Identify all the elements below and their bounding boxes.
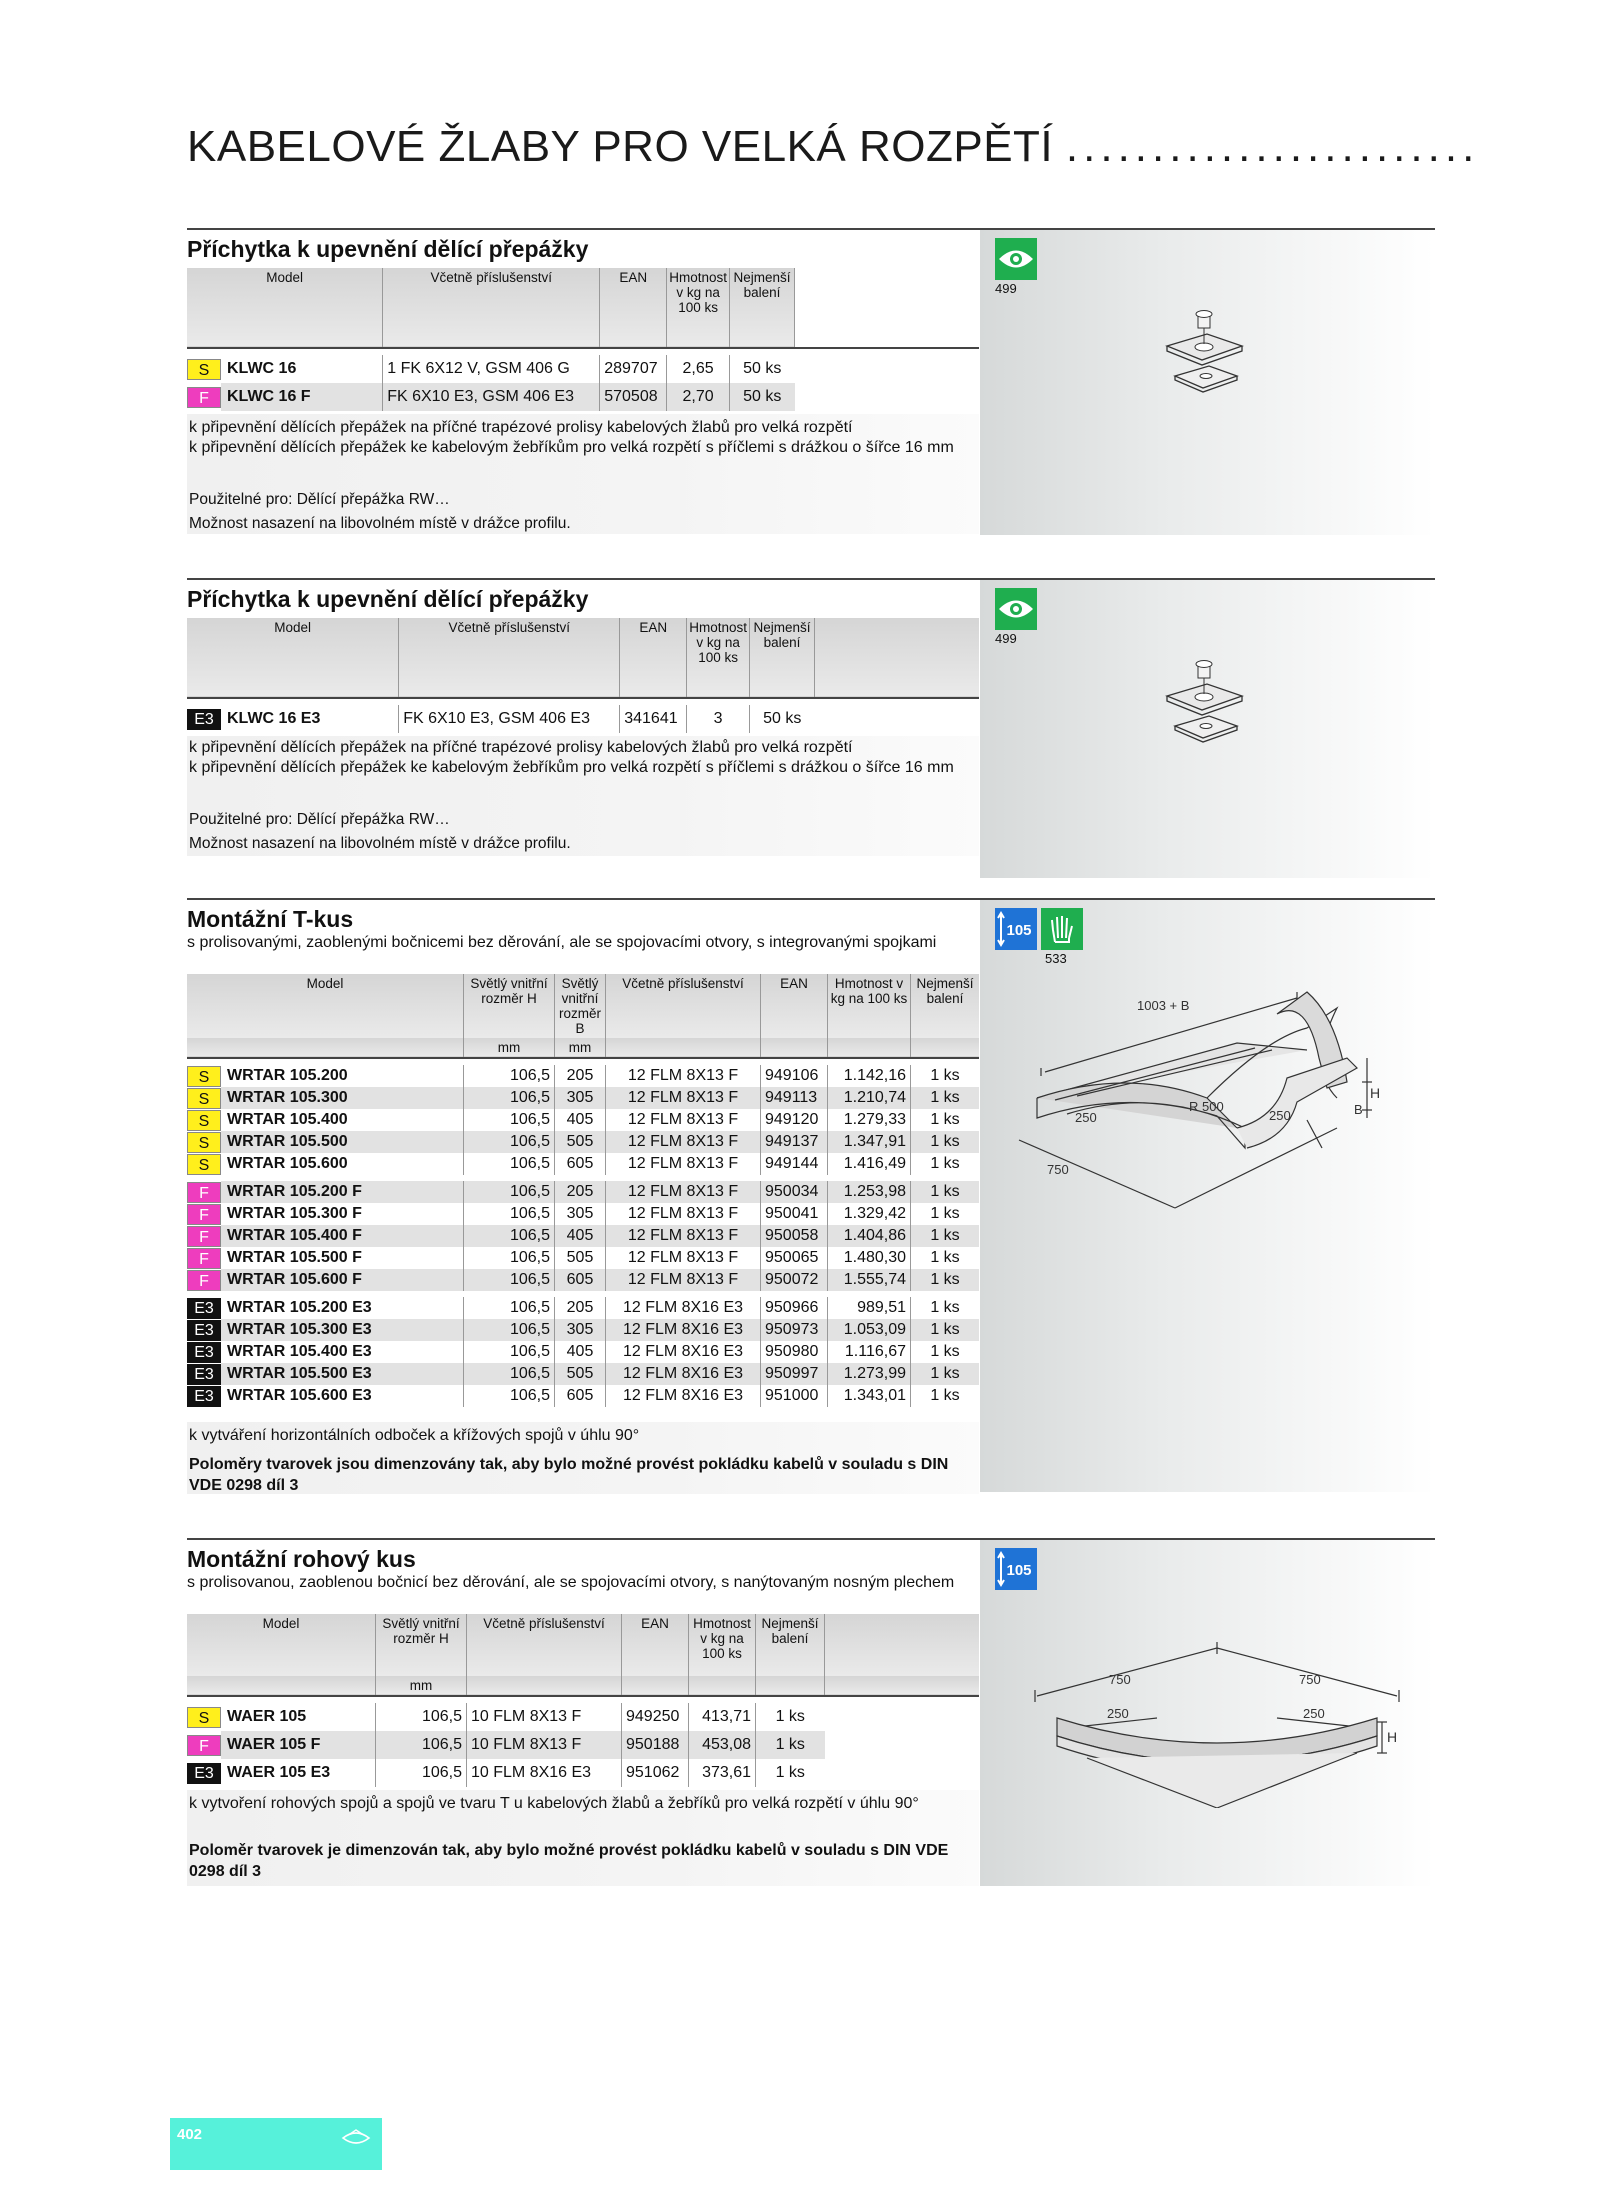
- product-table: [187, 268, 979, 411]
- description: k vytvoření rohových spojů a spojů ve tvaru T u kabelových žlabů a žebříků pro velká rozpětí v úhlu 90°: [189, 1795, 919, 1812]
- usage-note: Použitelné pro: Dělící přepážka RW…: [189, 491, 450, 508]
- svg-text:H: H: [1370, 1085, 1381, 1101]
- table-row: E3 WRTAR 105.600 E3 106,5 605 12 FLM 8X16 E3 951000 1.343,01 1 ks: [187, 1385, 979, 1407]
- mount-note: Možnost nasazení na libovolném místě v drážce profilu.: [189, 515, 571, 532]
- section-wrtar: [187, 898, 1435, 1498]
- table-row: E3 KLWC 16 E3 FK 6X10 E3, GSM 406 E3 341641 3 50 ks: [187, 705, 979, 733]
- section-subtitle: s prolisovanými, zaoblenými bočnicemi bez děrování, ale se spojovacími otvory, s integrovanými spojkami: [187, 934, 937, 951]
- dimension-note: Poloměry tvarovek jsou dimenzovány tak, aby bylo možné provést pokládku kabelů v souladu s DIN VDE 0298 díl 3: [189, 1456, 949, 1494]
- svg-text:105: 105: [1006, 1562, 1032, 1579]
- svg-text:B: B: [1354, 1102, 1363, 1117]
- table-row: F WAER 105 F 106,5 10 FLM 8X13 F 950188 453,08 1 ks: [187, 1731, 979, 1759]
- product-table: Model Včetně příslušenství EAN Hmotnost v kg na 100 ks Nejmenší balení E3 KLWC 16 E3 FK 6X10 E3, GSM 406 E3 341641 3 50 ks: [187, 618, 979, 733]
- section-klwc16: [187, 228, 1435, 538]
- catalog-ref-number: 499: [995, 281, 1017, 296]
- section-subtitle: s prolisovanou, zaoblenou bočnicí bez děrování, ale se spojovacími otvory, s nanýtovaným nosným plechem: [187, 1574, 955, 1591]
- dimension-note: Poloměr tvarovek je dimenzován tak, aby bylo možné provést pokládku kabelů v souladu s DIN VDE 0298 díl 3: [189, 1842, 949, 1880]
- corner-piece-drawing: [1027, 1618, 1407, 1808]
- section-title: Montážní T-kus: [187, 906, 354, 932]
- table-row: S WRTAR 105.300 106,5 305 12 FLM 8X13 F 949113 1.210,74 1 ks: [187, 1087, 979, 1109]
- svg-text:H: H: [1387, 1729, 1398, 1745]
- svg-text:250: 250: [1107, 1706, 1129, 1721]
- page-number-tab: [170, 2118, 382, 2170]
- description: k vytváření horizontálních odboček a křížových spojů v úhlu 90°: [189, 1427, 640, 1444]
- col-accessory: Včetně příslušenství: [383, 268, 600, 348]
- table-row: S WAER 105 106,5 10 FLM 8X13 F 949250 413,71 1 ks: [187, 1703, 979, 1731]
- svg-text:750: 750: [1109, 1672, 1131, 1687]
- usage-note: Použitelné pro: Dělící přepážka RW…: [189, 811, 450, 828]
- page-number: 402: [177, 2126, 203, 2143]
- table-row: E3 WRTAR 105.500 E3 106,5 505 12 FLM 8X16 E3 950997 1.273,99 1 ks: [187, 1363, 979, 1385]
- clip-drawing: [1147, 656, 1257, 751]
- eye-icon: [995, 588, 1037, 630]
- clip-drawing: [1147, 306, 1257, 401]
- table-row: F WRTAR 105.500 F 106,5 505 12 FLM 8X13 F 950065 1.480,30 1 ks: [187, 1247, 979, 1269]
- table-row: S WRTAR 105.400 106,5 405 12 FLM 8X13 F 949120 1.279,33 1 ks: [187, 1109, 979, 1131]
- svg-text:R 500: R 500: [1189, 1099, 1224, 1114]
- table-row: F KLWC 16 F FK 6X10 E3, GSM 406 E3 570508 2,70 50 ks: [187, 383, 979, 411]
- load-rating-icon: [995, 908, 1037, 950]
- table-row: F WRTAR 105.200 F 106,5 205 12 FLM 8X13 F 950034 1.253,98 1 ks: [187, 1181, 979, 1203]
- description: k připevnění dělících přepážek na příčné trapézové prolisy kabelových žlabů pro velká rozpětí k připevnění dělících přepážek ke kabelovým žebříkům pro velká rozpětí s příčlemi s drážkou o šířce 16 mm: [189, 739, 954, 776]
- table-row: F WRTAR 105.300 F 106,5 305 12 FLM 8X13 F 950041 1.329,42 1 ks: [187, 1203, 979, 1225]
- catalog-ref-number: 533: [1045, 951, 1067, 966]
- svg-text:250: 250: [1303, 1706, 1325, 1721]
- section-title: Příchytka k upevnění dělící přepážky: [187, 236, 589, 262]
- section-title: Montážní rohový kus: [187, 1546, 416, 1572]
- section-waer: [187, 1538, 1435, 1894]
- cable-tray-icon: [340, 2124, 372, 2150]
- svg-text:750: 750: [1299, 1672, 1321, 1687]
- page-title: KABELOVÉ ŽLABY PRO VELKÁ ROZPĚTÍ ........................: [187, 122, 1480, 171]
- table-row: F WRTAR 105.600 F 106,5 605 12 FLM 8X13 F 950072 1.555,74 1 ks: [187, 1269, 979, 1291]
- svg-text:750: 750: [1047, 1162, 1069, 1177]
- table-row: S KLWC 16 1 FK 6X12 V, GSM 406 G 289707 2,65 50 ks: [187, 355, 979, 383]
- product-table: Model Světlý vnitřní rozměr H Včetně příslušenství EAN Hmotnost v kg na 100 ks Nejmenší balení mm S WAER 105 106,5 10 FLM 8X13 F 949250 413,71 1 ks F WAER 105 F 106,5 10 FLM 8X13 F 950188 453,08 1 ks E3 WAER 105 E3 106,5 10 FLM 8X16 E3 951062 373,61 1 ks: [187, 1614, 979, 1787]
- table-row: S WRTAR 105.600 106,5 605 12 FLM 8X13 F 949144 1.416,49 1 ks: [187, 1153, 979, 1175]
- col-model: Model: [187, 268, 383, 348]
- table-row: S WRTAR 105.500 106,5 505 12 FLM 8X13 F 949137 1.347,91 1 ks: [187, 1131, 979, 1153]
- section-klwc16e3: [187, 578, 1435, 878]
- section-title: Příchytka k upevnění dělící přepážky: [187, 586, 589, 612]
- col-pack: Nejmenší balení: [730, 268, 795, 348]
- description: k připevnění dělících přepážek na příčné trapézové prolisy kabelových žlabů pro velká rozpětí k připevnění dělících přepážek ke kabelovým žebříkům pro velká rozpětí s příčlemi s drážkou o šířce 16 mm: [189, 419, 954, 456]
- catalog-ref-number: 499: [995, 631, 1017, 646]
- table-row: E3 WAER 105 E3 106,5 10 FLM 8X16 E3 951062 373,61 1 ks: [187, 1759, 979, 1787]
- svg-text:1003 + B: 1003 + B: [1137, 998, 1190, 1013]
- col-ean: EAN: [600, 268, 667, 348]
- table-row: E3 WRTAR 105.200 E3 106,5 205 12 FLM 8X16 E3 950966 989,51 1 ks: [187, 1297, 979, 1319]
- eye-icon: [995, 238, 1037, 280]
- svg-text:250: 250: [1075, 1110, 1097, 1125]
- col-weight: Hmotnost v kg na 100 ks: [667, 268, 730, 348]
- svg-text:250: 250: [1269, 1108, 1291, 1123]
- mount-note: Možnost nasazení na libovolném místě v drážce profilu.: [189, 835, 571, 852]
- table-row: E3 WRTAR 105.300 E3 106,5 305 12 FLM 8X16 E3 950973 1.053,09 1 ks: [187, 1319, 979, 1341]
- svg-text:105: 105: [1006, 922, 1032, 939]
- product-table: Model Světlý vnitřní rozměr H Světlý vnitřní rozměr B Včetně příslušenství EAN Hmotnost v kg na 100 ks Nejmenší balení mm mm S WRTAR 105.200 106,5 205 12 FLM 8X13 F 949106 1.142,16 1 ks S WRTAR 105.300 106,5 305 12 FLM 8X13 F 949113 1.210,74 1 ks S WRTAR 105.400 106,5 405 12 FLM 8X13 F 949120 1.279,33 1 ks S WRTAR 105.500 106,5 505 12 FLM 8X13 F 949137 1.347,91 1 ks S WRTAR 105.600 106,5 605 12 FLM 8X13 F 949144 1.416,49 1 ks F WRTAR 105.200 F 106,5 205 12 FLM 8X13 F 950034 1.253,98 1 ks F WRTAR 105.300 F 106,5 305 12 FLM 8X13 F 950041 1.329,42 1 ks F WRTAR 105.400 F 106,5 405 12 FLM 8X13 F 950058 1.404,86 1 ks F WRTAR 105.500 F 106,5 505 12 FLM 8X13 F 950065 1.480,30 1 ks F WRTAR 105.600 F 106,5 605 12 FLM 8X13 F 950072 1.555,74 1 ks E3 WRTAR 105.200 E3 106,5 205 12 FLM 8X16 E3 950966 989,51 1 ks E3 WRTAR 105.300 E3 106,5 305 12 FLM 8X16 E3 950973 1.053,09 1 ks E3 WRTAR 105.400 E3 106,5 405 12 FLM 8X16 E3 950980 1.116,67 1 ks E3 WRTAR 105.500 E3 106,5 505 12 FLM 8X16 E3 950997 1.273,99 1 ks E3 WRTAR 105.600 E3 106,5 605 12 FLM 8X16 E3 951000 1.343,01 1 ks: [187, 974, 979, 1407]
- table-row: S WRTAR 105.200 106,5 205 12 FLM 8X13 F 949106 1.142,16 1 ks: [187, 1065, 979, 1087]
- table-row: E3 WRTAR 105.400 E3 106,5 405 12 FLM 8X16 E3 950980 1.116,67 1 ks: [187, 1341, 979, 1363]
- load-rating-icon: [995, 1548, 1037, 1590]
- t-piece-drawing: [1007, 978, 1427, 1218]
- table-row: F WRTAR 105.400 F 106,5 405 12 FLM 8X13 F 950058 1.404,86 1 ks: [187, 1225, 979, 1247]
- glove-icon: [1041, 908, 1083, 950]
